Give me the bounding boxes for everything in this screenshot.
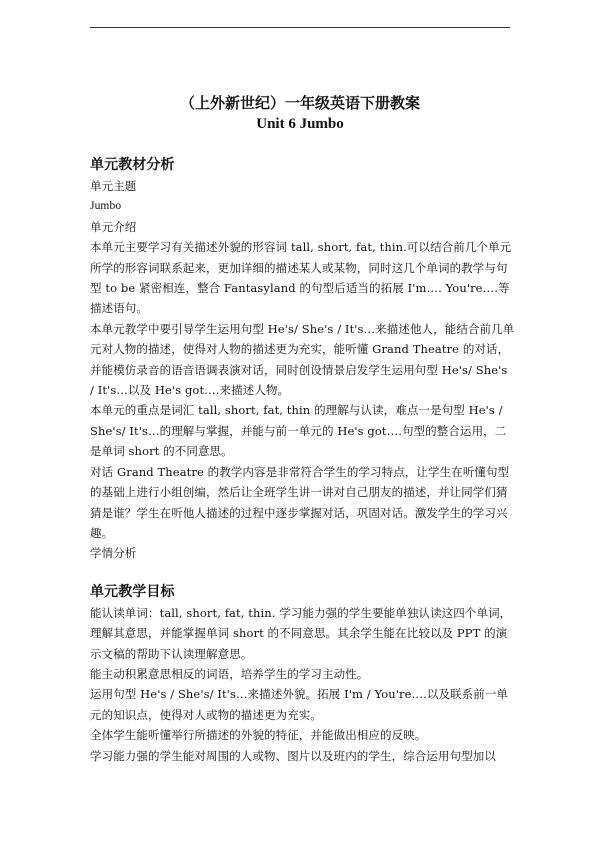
- intro-paragraph: 对话 Grand Theatre 的教学内容是非常符合学生的学习特点，让学生在听懂句型的基础上进行小组创编，然后让全班学生讲一讲对自己朋友的描述，并让同学们猜猜是谁？学生在听他人描述的过程中逐步掌握对话，巩固对话。激发学生的学习兴趣。: [90, 464, 510, 540]
- theme-label: 单元主题: [90, 179, 137, 193]
- document-body: [90, 154, 515, 766]
- header-rule: [90, 27, 510, 28]
- analysis-label: 学情分析: [90, 546, 137, 561]
- document-subtitle: Unit 6 Jumbo: [256, 116, 344, 132]
- intro-paragraph: 本单元的重点是词汇 tall, short, fat, thin 的理解与认读，难点一是句型 He's / She's/ It's…的理解与掌握，并能与前一单元的 He's got….句型的整合运用，二是单词 short 的不同意思。: [90, 403, 507, 459]
- goal-paragraph: 全体学生能听懂举行所描述的外貌的特征，并能做出相应的反映。: [90, 728, 427, 743]
- goal-paragraph: 能认读单词：tall, short, fat, thin. 学习能力强的学生要能单独认读这四个单词，理解其意思，并能掌握单词 short 的不同意思。其余学生能在比较以及 PPT 的演示文稿的帮助下认读理解意思。: [90, 605, 512, 661]
- section-heading-goals: 单元教学目标: [90, 583, 175, 600]
- goal-paragraph: 学习能力强的学生能对周围的人或物、图片以及班内的学生，综合运用句型加以: [90, 748, 496, 763]
- section-gap: [90, 564, 515, 581]
- intro-label: 单元介绍: [90, 219, 137, 234]
- goal-paragraph: 能主动积累意思相反的词语，培养学生的学习主动性。: [90, 666, 369, 681]
- intro-paragraph: 本单元教学中要引导学生运用句型 He's/ She's / It's…来描述他人，能结合前几单元对人物的描述，使得对人物的描述更为充实，能听懂 Grand Theatre 的对话，并能模仿录音的语音语调表演对话，同时创设情景启发学生运用句型 He's/ She's / It's…以及 He's got….来描述人物。: [90, 321, 515, 398]
- goal-paragraph: 运用句型 He's / She's/ It's…来描述外貌。拓展 I'm / You're….以及联系前一单元的知识点，使得对人或物的描述更为充实。: [90, 687, 509, 722]
- theme-value: Jumbo: [90, 200, 122, 213]
- document-title: （上外新世纪）一年级英语下册教案: [179, 94, 420, 112]
- section-heading-analysis: 单元教材分析: [90, 157, 175, 173]
- intro-paragraph: 本单元主要学习有关描述外貌的形容词 tall, short, fat, thin.可以结合前几个单元所学的形容词联系起来，更加详细的描述某人或某物，同时这几个单词的教学与句型 to be 紧密相连，整合 Fantasyland 的句型后适当的拓展 I'm…. You're….等描述语句。: [90, 240, 512, 316]
